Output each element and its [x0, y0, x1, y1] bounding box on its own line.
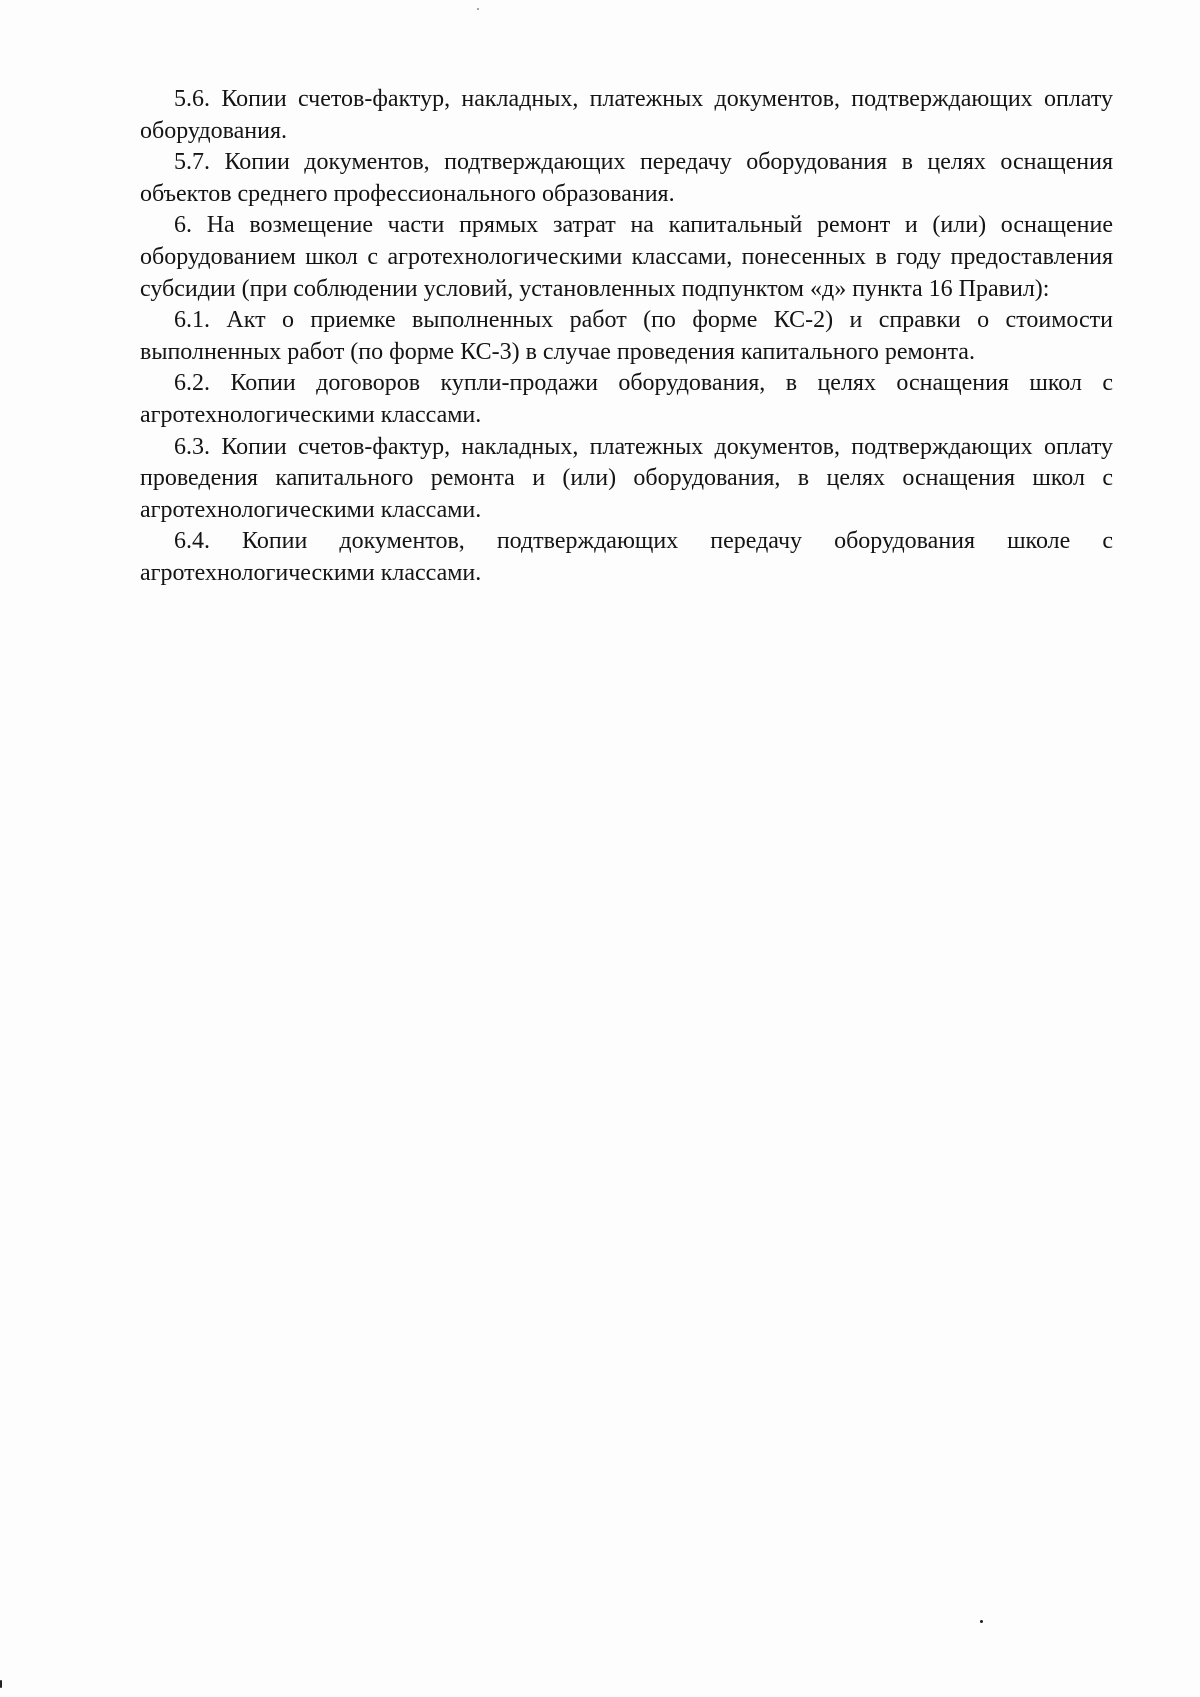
document-body [140, 84, 1113, 590]
scan-speck [0, 1680, 2, 1688]
paragraph-5-6: 5.6. Копии счетов-фактур, накладных, платежных документов, подтверждающих оплату оборудования. [140, 86, 1113, 144]
paragraph-6-2: 6.2. Копии договоров купли-продажи оборудования, в целях оснащения школ с агротехнологическими классами. [140, 370, 1113, 428]
scan-speck [477, 8, 479, 10]
paragraph-6-4: 6.4. Копии документов, подтверждающих передачу оборудования школе с агротехнологическими классами. [140, 528, 1113, 586]
paragraph-6: 6. На возмещение части прямых затрат на капитальный ремонт и (или) оснащение оборудованием школ с агротехнологическими классами, понесенных в году предоставления субсидии (при соблюдении условий, установленных подпунктом «д» пункта 16 Правил): [140, 212, 1113, 302]
paragraph-6-3: 6.3. Копии счетов-фактур, накладных, платежных документов, подтверждающих оплату проведения капитального ремонта и (или) оборудования, в целях оснащения школ с агротехнологическими классами. [140, 433, 1113, 523]
paragraph-6-1: 6.1. Акт о приемке выполненных работ (по форме КС-2) и справки о стоимости выполненных работ (по форме КС-3) в случае проведения капитального ремонта. [140, 307, 1113, 365]
scan-speck [980, 1620, 983, 1623]
paragraph-5-7: 5.7. Копии документов, подтверждающих передачу оборудования в целях оснащения объектов среднего профессионального образования. [140, 149, 1113, 207]
